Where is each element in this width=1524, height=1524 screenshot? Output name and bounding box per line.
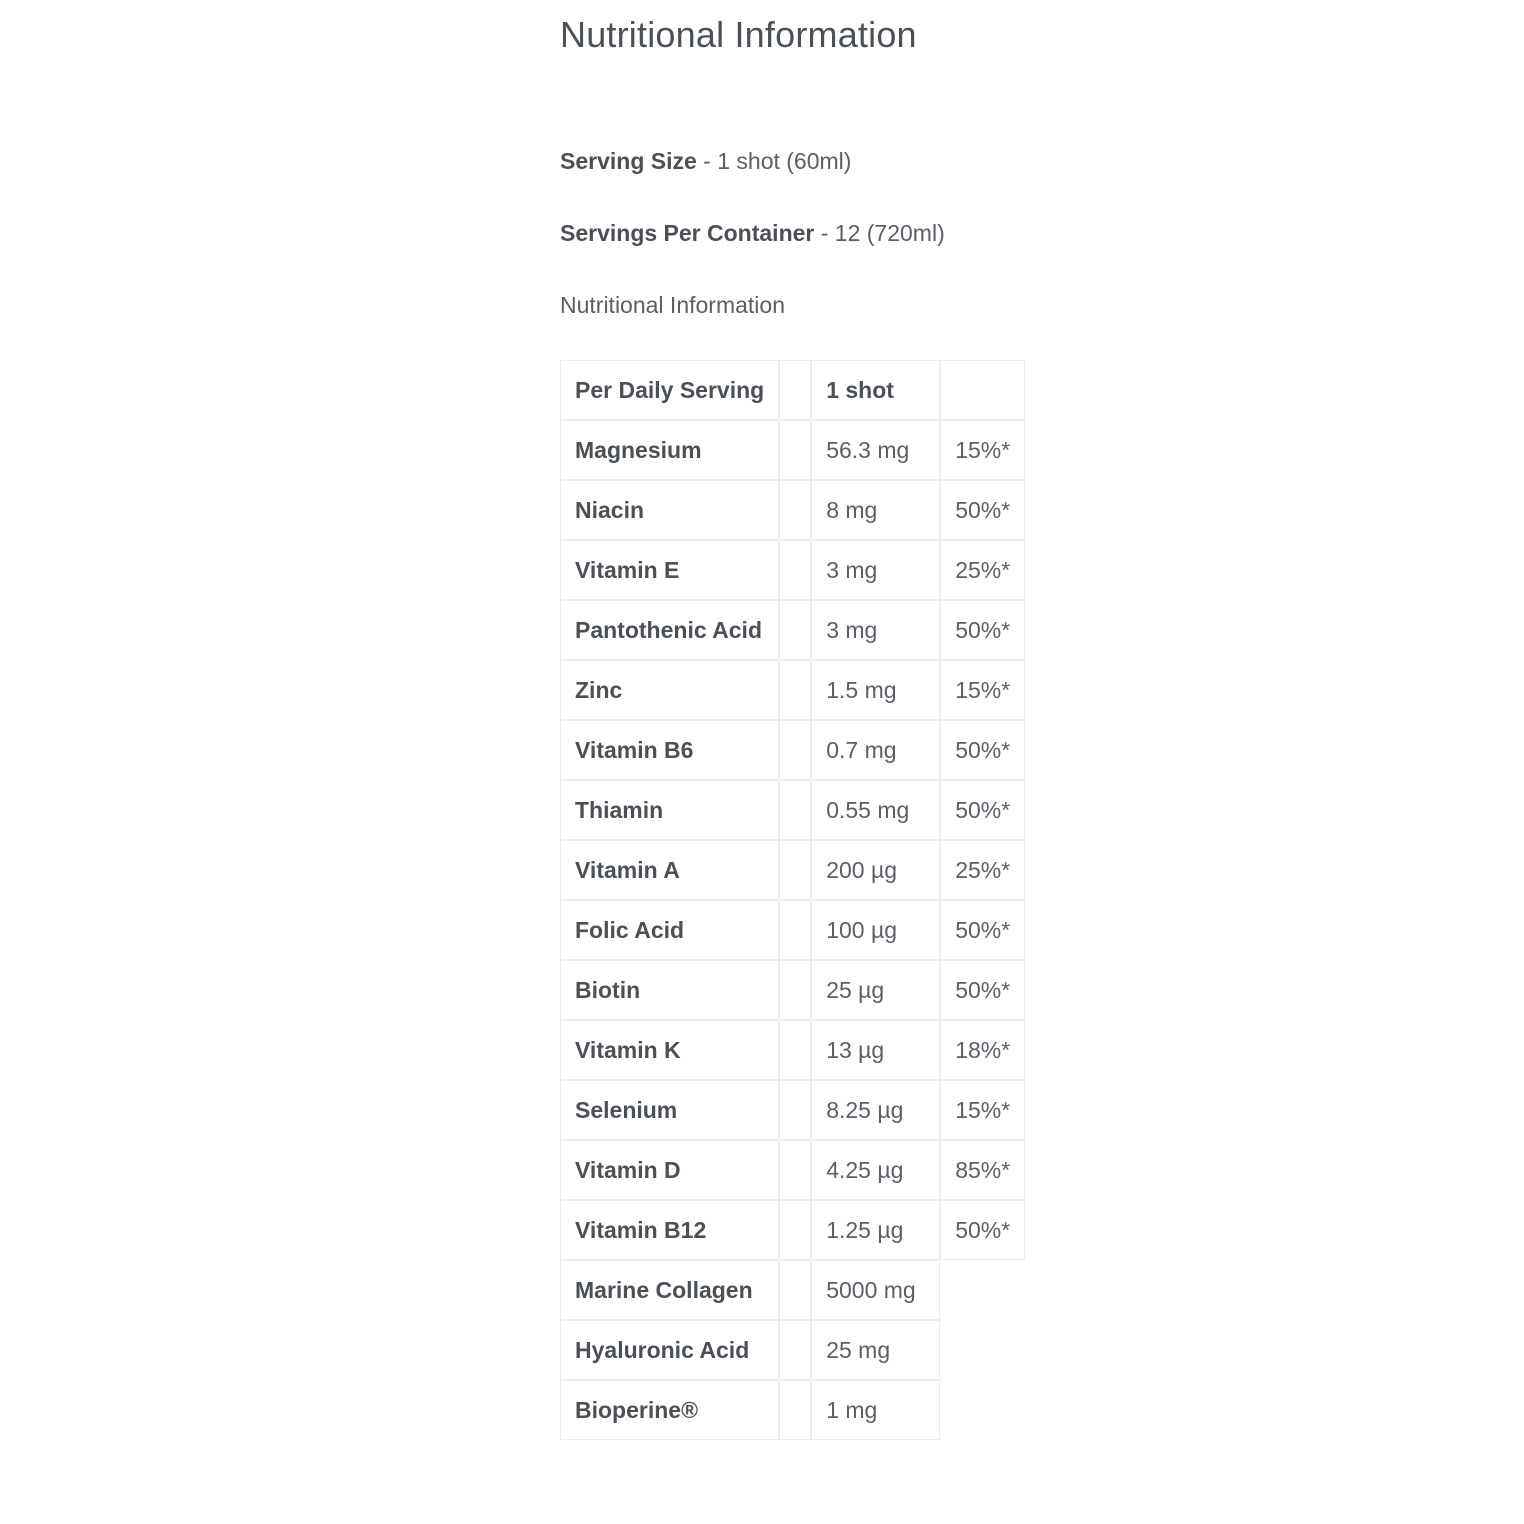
nutrient-name-cell: Niacin — [560, 480, 779, 540]
nutrient-amount-cell: 200 µg — [811, 840, 940, 900]
spacer-cell — [779, 720, 811, 780]
table-caption: Nutritional Information — [560, 292, 785, 318]
nutrition-table — [560, 360, 1025, 1440]
nutrient-amount-cell: 25 µg — [811, 960, 940, 1020]
servings-per-container-value: - 12 (720ml) — [814, 220, 945, 246]
serving-size-label: Serving Size — [560, 148, 697, 174]
spacer-cell — [779, 1140, 811, 1200]
nutrient-name-cell: Folic Acid — [560, 900, 779, 960]
spacer-cell — [779, 1200, 811, 1260]
nutrient-amount-cell: 13 µg — [811, 1020, 940, 1080]
table-header-row — [560, 360, 1025, 420]
nutrient-name-cell: Vitamin B12 — [560, 1200, 779, 1260]
nutrient-amount-cell: 0.55 mg — [811, 780, 940, 840]
spacer-cell — [779, 660, 811, 720]
nutrient-name-cell: Vitamin B6 — [560, 720, 779, 780]
header-name-cell: Per Daily Serving — [560, 360, 779, 420]
table-row — [560, 1020, 1025, 1080]
spacer-cell — [779, 1260, 811, 1320]
nutrient-percent-cell: 18%* — [940, 1020, 1025, 1080]
spacer-cell — [779, 960, 811, 1020]
spacer-cell — [779, 1320, 811, 1380]
table-row — [560, 1080, 1025, 1140]
serving-size — [560, 148, 851, 175]
table-row — [560, 840, 1025, 900]
table-row — [560, 480, 1025, 540]
empty-cell — [940, 1320, 1025, 1380]
nutrient-percent-cell: 50%* — [940, 1200, 1025, 1260]
nutrient-name-cell: Vitamin D — [560, 1140, 779, 1200]
table-row — [560, 780, 1025, 840]
nutrient-amount-cell: 4.25 µg — [811, 1140, 940, 1200]
nutrient-name-cell: Vitamin E — [560, 540, 779, 600]
spacer-cell — [779, 1080, 811, 1140]
nutrient-percent-cell: 15%* — [940, 660, 1025, 720]
nutrient-amount-cell: 0.7 mg — [811, 720, 940, 780]
spacer-cell — [779, 360, 811, 420]
nutrient-percent-cell: 25%* — [940, 840, 1025, 900]
table-row — [560, 540, 1025, 600]
nutrient-name-cell: Bioperine® — [560, 1380, 779, 1440]
servings-per-container — [560, 220, 945, 247]
nutrient-amount-cell: 25 mg — [811, 1320, 940, 1380]
nutrient-name-cell: Magnesium — [560, 420, 779, 480]
spacer-cell — [779, 1020, 811, 1080]
table-row — [560, 1260, 1025, 1320]
nutrient-name-cell: Selenium — [560, 1080, 779, 1140]
nutrient-percent-cell: 25%* — [940, 540, 1025, 600]
nutrient-percent-cell: 15%* — [940, 420, 1025, 480]
nutrient-amount-cell: 1.5 mg — [811, 660, 940, 720]
table-row — [560, 960, 1025, 1020]
nutrient-amount-cell: 3 mg — [811, 600, 940, 660]
empty-cell — [940, 1380, 1025, 1440]
table-row — [560, 1140, 1025, 1200]
nutrient-name-cell: Pantothenic Acid — [560, 600, 779, 660]
table-row — [560, 900, 1025, 960]
nutrient-amount-cell: 5000 mg — [811, 1260, 940, 1320]
nutrient-name-cell: Marine Collagen — [560, 1260, 779, 1320]
nutrient-name-cell: Vitamin A — [560, 840, 779, 900]
nutrient-name-cell: Vitamin K — [560, 1020, 779, 1080]
nutrient-percent-cell: 50%* — [940, 780, 1025, 840]
spacer-cell — [779, 600, 811, 660]
table-row — [560, 1320, 1025, 1380]
nutrient-percent-cell: 50%* — [940, 900, 1025, 960]
empty-cell — [940, 1260, 1025, 1320]
spacer-cell — [779, 480, 811, 540]
table-row — [560, 1200, 1025, 1260]
spacer-cell — [779, 420, 811, 480]
header-percent-cell — [940, 360, 1025, 420]
nutrient-percent-cell: 50%* — [940, 720, 1025, 780]
nutrient-percent-cell: 50%* — [940, 480, 1025, 540]
nutrient-amount-cell: 1.25 µg — [811, 1200, 940, 1260]
nutrient-amount-cell: 8.25 µg — [811, 1080, 940, 1140]
spacer-cell — [779, 900, 811, 960]
header-amount-cell: 1 shot — [811, 360, 940, 420]
table-row — [560, 420, 1025, 480]
nutrient-amount-cell: 100 µg — [811, 900, 940, 960]
nutrient-percent-cell: 50%* — [940, 600, 1025, 660]
spacer-cell — [779, 840, 811, 900]
nutrient-name-cell: Biotin — [560, 960, 779, 1020]
nutrient-amount-cell: 56.3 mg — [811, 420, 940, 480]
table-row — [560, 720, 1025, 780]
nutrient-name-cell: Hyaluronic Acid — [560, 1320, 779, 1380]
nutrient-amount-cell: 1 mg — [811, 1380, 940, 1440]
spacer-cell — [779, 1380, 811, 1440]
servings-per-container-label: Servings Per Container — [560, 220, 815, 246]
nutrient-amount-cell: 3 mg — [811, 540, 940, 600]
nutrient-name-cell: Thiamin — [560, 780, 779, 840]
nutrient-percent-cell: 85%* — [940, 1140, 1025, 1200]
page-title: Nutritional Information — [560, 14, 917, 55]
table-row — [560, 1380, 1025, 1440]
spacer-cell — [779, 540, 811, 600]
table-row — [560, 660, 1025, 720]
serving-size-value: - 1 shot (60ml) — [696, 148, 852, 174]
nutrient-percent-cell: 15%* — [940, 1080, 1025, 1140]
spacer-cell — [779, 780, 811, 840]
table-row — [560, 600, 1025, 660]
nutrient-name-cell: Zinc — [560, 660, 779, 720]
nutrient-amount-cell: 8 mg — [811, 480, 940, 540]
nutrient-percent-cell: 50%* — [940, 960, 1025, 1020]
